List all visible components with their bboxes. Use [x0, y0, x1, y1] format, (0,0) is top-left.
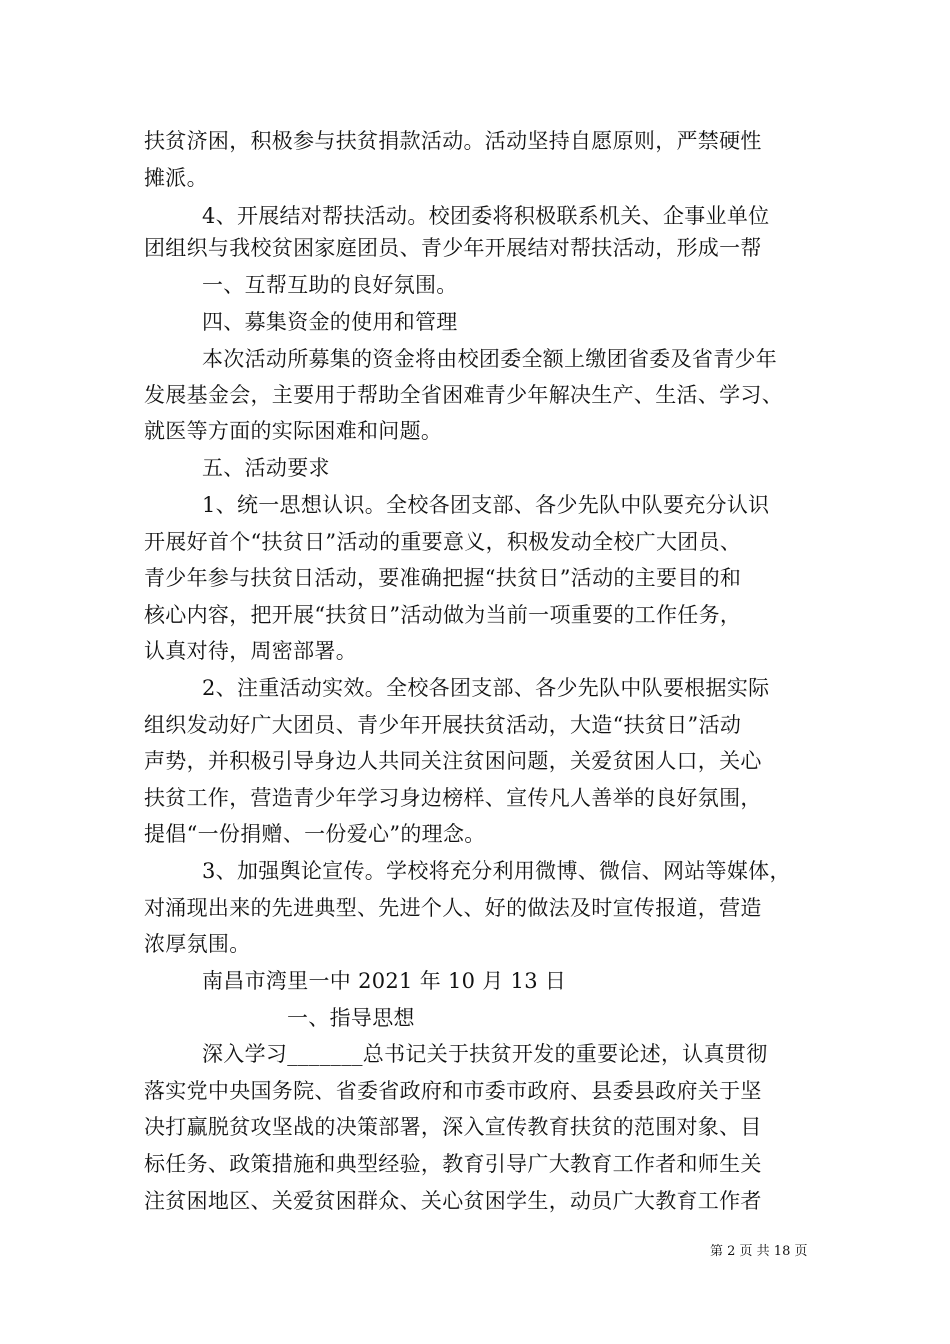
text-line-13: 青少年参与扶贫日活动，要准确把握“扶贫日”活动的主要目的和: [144, 566, 742, 590]
text-line-7: 本次活动所募集的资金将由校团委全额上缴团省委及省青少年: [202, 347, 778, 371]
text-line-14: 核心内容，把开展“扶贫日”活动做为当前一项重要的工作任务，: [144, 603, 742, 627]
text-line-22: 对涌现出来的先进典型、先进个人、好的做法及时宣传报道，营造: [144, 896, 762, 920]
text-line-19: 扶贫工作，营造青少年学习身边榜样、宣传凡人善举的良好氛围，: [144, 786, 762, 810]
page-number-footer: 第 2 页 共 18 页: [710, 1244, 808, 1259]
text-line-29: 标任务、政策措施和典型经验，教育引导广大教育工作者和师生关: [144, 1152, 762, 1176]
text-line-18: 声势，并积极引导身边人共同关注贫困问题，关爱贫困人口，关心: [144, 749, 762, 773]
text-line-4: 团组织与我校贫困家庭团员、青少年开展结对帮扶活动，形成一帮: [144, 236, 762, 260]
section-heading-5: 五、活动要求: [202, 456, 330, 480]
text-line-23: 浓厚氛围。: [144, 932, 251, 956]
text-line-17: 组织发动好广大团员、青少年开展扶贫活动，大造“扶贫日”活动: [144, 713, 742, 737]
text-line-5: 一、互帮互助的良好氛围。: [202, 273, 458, 297]
text-line-2: 摊派。: [144, 166, 208, 190]
text-line-12: 开展好首个“扶贫日”活动的重要意义，积极发动全校广大团员、: [144, 530, 742, 554]
text-line-30: 注贫困地区、关爱贫困群众、关心贫困学生，动员广大教育工作者: [144, 1189, 762, 1213]
section-heading-guiding: 一、指导思想: [287, 1006, 415, 1030]
text-line-1: 扶贫济困，积极参与扶贫捐款活动。活动坚持自愿原则，严禁硬性: [144, 129, 762, 153]
text-line-28: 决打赢脱贫攻坚战的决策部署，深入宣传教育扶贫的范围对象、目: [144, 1115, 762, 1139]
text-line-8: 发展基金会，主要用于帮助全省困难青少年解决生产、生活、学习、: [144, 383, 783, 407]
text-line-15: 认真对待，周密部署。: [144, 639, 357, 663]
text-line-3: 4、开展结对帮扶活动。校团委将积极联系机关、企事业单位: [202, 204, 770, 228]
text-line-11: 1、统一思想认识。全校各团支部、各少先队中队要充分认识: [202, 493, 770, 517]
text-line-16: 2、注重活动实效。全校各团支部、各少先队中队要根据实际: [202, 676, 770, 700]
section-heading-4: 四、募集资金的使用和管理: [202, 310, 458, 334]
text-line-9: 就医等方面的实际困难和问题。: [144, 419, 443, 443]
text-line-27: 落实党中央国务院、省委省政府和市委市政府、县委县政府关于坚: [144, 1079, 762, 1103]
text-line-20: 提倡“一份捐赠、一份爱心”的理念。: [144, 822, 486, 846]
text-line-21: 3、加强舆论宣传。学校将充分利用微博、微信、网站等媒体，: [202, 859, 791, 883]
text-line-26: 深入学习_______总书记关于扶贫开发的重要论述，认真贯彻: [202, 1042, 768, 1066]
signature-date-line: 南昌市湾里一中 2021 年 10 月 13 日: [202, 969, 567, 993]
